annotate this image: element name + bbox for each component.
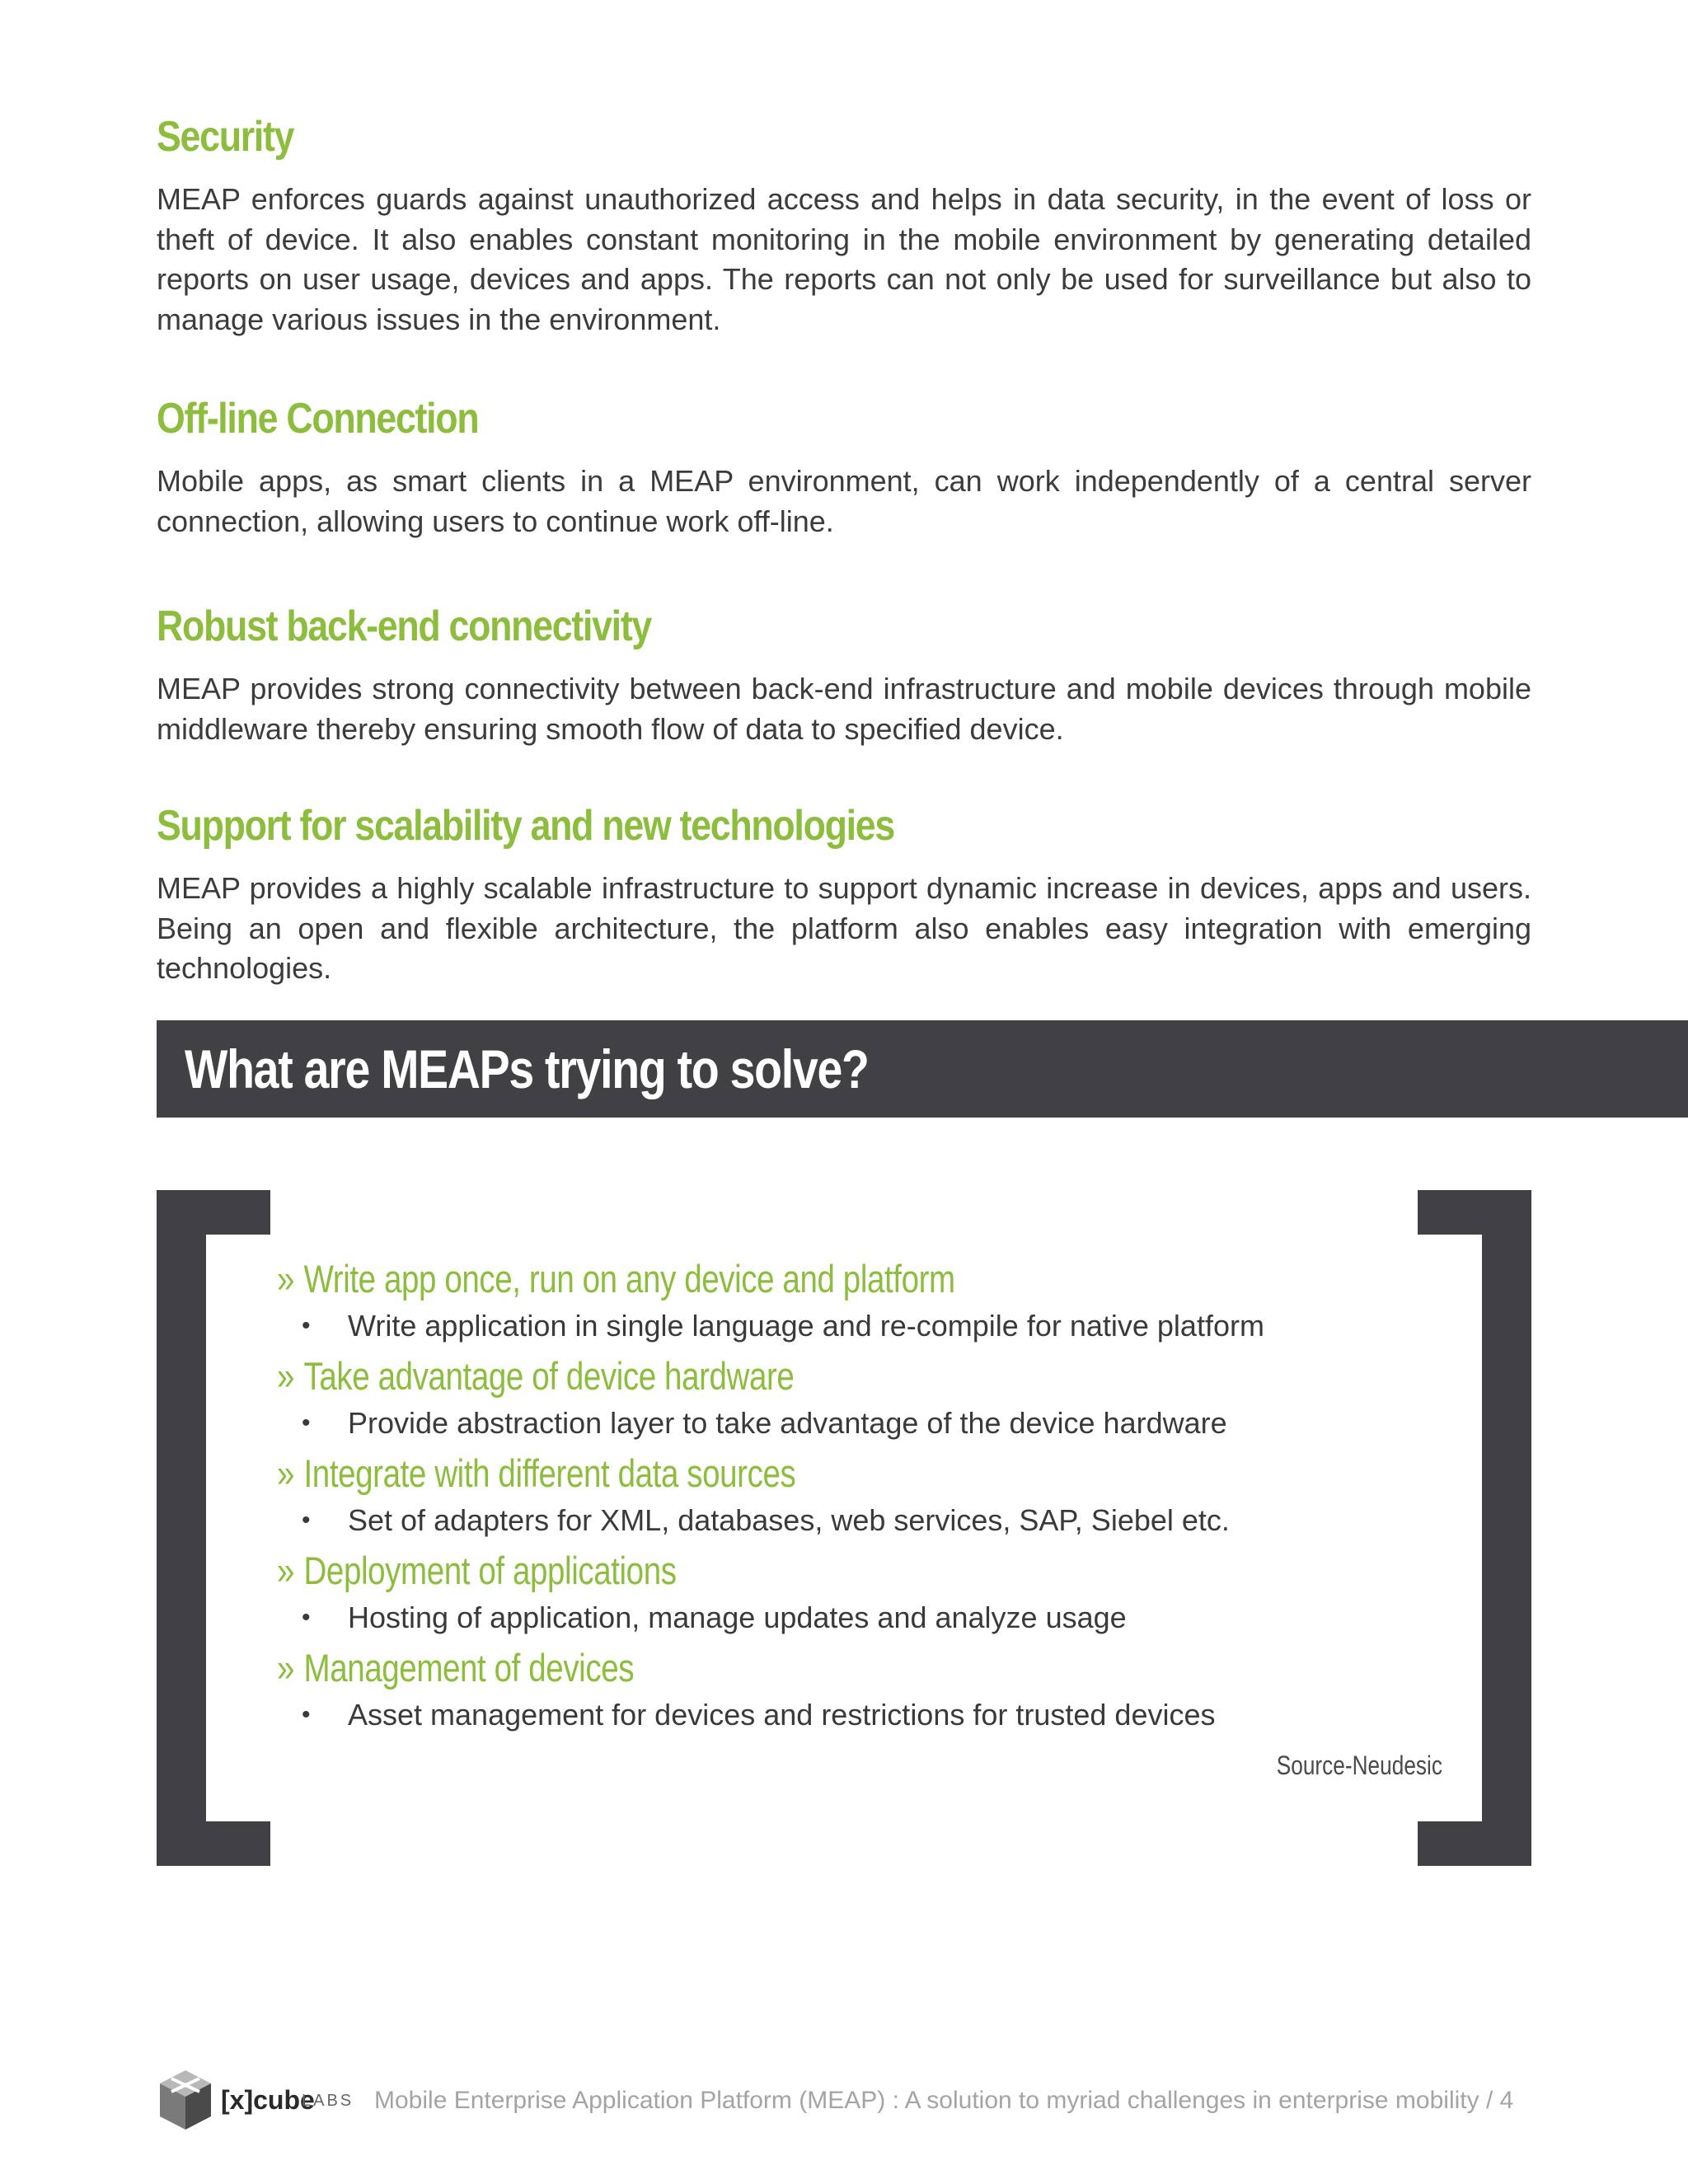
chevron-icon: »	[277, 1646, 295, 1690]
footer-text: Mobile Enterprise Application Platform (MEAP) : A solution to myriad challenges in enterprise mobility / 4	[374, 2087, 1514, 2114]
bullet-icon: •	[302, 1604, 311, 1631]
bullet-icon: •	[302, 1409, 311, 1436]
right-bracket-vertical	[1482, 1190, 1531, 1866]
list-item-detail: • Asset management for devices and restrictions for trusted devices	[277, 1694, 1447, 1736]
list-item-title: » Management of devices	[277, 1646, 635, 1690]
bullet-icon: •	[302, 1701, 311, 1728]
list-item-title: » Take advantage of device hardware	[277, 1354, 795, 1398]
section-body: MEAP enforces guards against unauthorized access and helps in data security, in the event of loss or theft of device. It also enables constant monitoring in the mobile environment by generating detailed reports on user usage, devices and apps. The reports can not only be used for surveillance but also to manage various issues in the environment.	[157, 182, 1531, 336]
left-bracket-vertical	[157, 1190, 206, 1866]
section-offline-connection	[157, 394, 1531, 541]
chevron-icon: »	[277, 1354, 295, 1398]
section-heading: Security	[157, 113, 294, 161]
right-bracket-bottom	[1418, 1821, 1531, 1866]
section-body: MEAP provides strong connectivity between back-end infrastructure and mobile devices through mobile middleware thereby ensuring smooth flow of data to specified device.	[157, 672, 1531, 746]
section-heading: Robust back-end connectivity	[157, 602, 652, 650]
list-item-detail: • Hosting of application, manage updates and analyze usage	[277, 1597, 1447, 1638]
list-item	[277, 1256, 1447, 1347]
section-banner	[157, 1020, 1688, 1118]
list-item-detail: • Set of adapters for XML, databases, web services, SAP, Siebel etc.	[277, 1500, 1447, 1541]
list-item	[277, 1451, 1447, 1541]
logo-text: [x]cube	[221, 2085, 315, 2115]
section-security	[157, 112, 1531, 340]
list-item-detail: • Provide abstraction layer to take advantage of the device hardware	[277, 1403, 1447, 1444]
left-bracket-bottom	[157, 1821, 270, 1866]
chevron-icon: »	[277, 1257, 295, 1301]
section-body: MEAP provides a highly scalable infrastructure to support dynamic increase in devices, apps and users. Being an open and flexible architecture, the platform also enables easy integration with emerging technologies.	[157, 871, 1531, 985]
page-footer	[157, 2067, 1531, 2133]
list-item	[277, 1645, 1447, 1736]
section-scalability	[157, 801, 1531, 989]
section-heading: Off-line Connection	[157, 395, 479, 443]
logo-labs: LABS	[302, 2092, 354, 2110]
source-credit: Source-Neudesic	[1276, 1750, 1442, 1780]
bullet-icon: •	[302, 1507, 311, 1534]
list-item-title: » Write app once, run on any device and platform	[277, 1257, 955, 1301]
section-backend-connectivity	[157, 602, 1531, 749]
list-item	[277, 1548, 1447, 1638]
section-heading: Support for scalability and new technologies	[157, 802, 894, 850]
list-item-title: » Integrate with different data sources	[277, 1451, 796, 1495]
list-item	[277, 1353, 1447, 1444]
cube-logo-icon	[157, 2067, 214, 2133]
bullet-icon: •	[302, 1312, 311, 1339]
banner-title: What are MEAPs trying to solve?	[185, 1038, 869, 1099]
chevron-icon: »	[277, 1549, 295, 1592]
list-item-detail: • Write application in single language and re-compile for native platform	[277, 1305, 1447, 1347]
meap-goals-list	[277, 1256, 1447, 1742]
list-item-title: » Deployment of applications	[277, 1549, 677, 1592]
section-body: Mobile apps, as smart clients in a MEAP environment, can work independently of a central server connection, allowing users to continue work off-line.	[157, 464, 1531, 538]
chevron-icon: »	[277, 1451, 295, 1495]
